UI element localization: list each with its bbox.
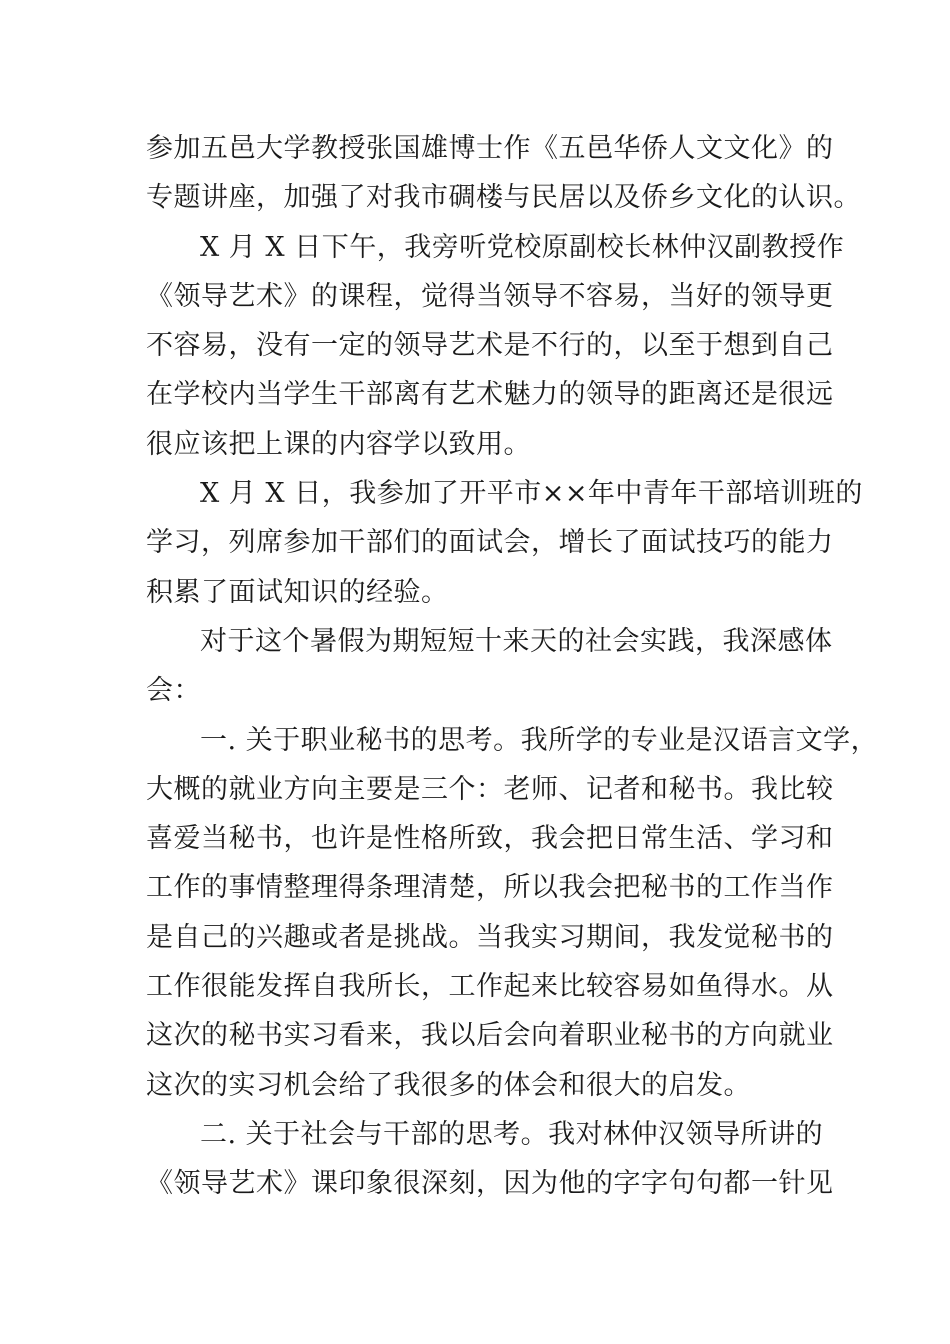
text-line: 大概的就业方向主要是三个：老师、记者和秘书。我比较 [146,773,834,805]
text-line: 这次的秘书实习看来，我以后会向着职业秘书的方向就业 [146,1020,834,1052]
text-line: 是自己的兴趣或者是挑战。当我实习期间，我发觉秘书的 [146,921,834,953]
text-line: 很应该把上课的内容学以致用。 [146,428,531,460]
text-line: 在学校内当学生干部离有艺术魅力的领导的距离还是很远 [146,379,834,411]
text-line: 专题讲座，加强了对我市碉楼与民居以及侨乡文化的认识。 [146,182,861,214]
text-line: 积累了面试知识的经验。 [146,576,449,608]
text-line: 工作很能发挥自我所长，工作起来比较容易如鱼得水。从 [146,971,834,1003]
text-line: 工作的事情整理得条理清楚，所以我会把秘书的工作当作 [146,872,834,904]
text-line: 喜爱当秘书，也许是性格所致，我会把日常生活、学习和 [146,823,834,855]
text-line: 一. 关于职业秘书的思考。我所学的专业是汉语言文学， [200,724,879,756]
text-line: 《领导艺术》课印象很深刻，因为他的字字句句都一针见 [146,1168,834,1200]
text-line: 这次的实习机会给了我很多的体会和很大的启发。 [146,1069,751,1101]
text-line: 会： [146,675,201,707]
text-line: 学习，列席参加干部们的面试会，增长了面试技巧的能力 [146,527,834,559]
text-line: 参加五邑大学教授张国雄博士作《五邑华侨人文文化》的 [146,133,834,164]
text-line: X 月 X 日，我参加了开平市××年中青年干部培训班的 [200,478,863,510]
document-body [146,124,879,1209]
text-line: 不容易，没有一定的领导艺术是不行的，以至于想到自己 [146,330,834,362]
text-line: X 月 X 日下午，我旁听党校原副校长林仲汉副教授作 [200,231,845,263]
text-line: 《领导艺术》的课程，觉得当领导不容易，当好的领导更 [146,280,834,312]
text-line: 二. 关于社会与干部的思考。我对林仲汉领导所讲的 [200,1118,824,1150]
text-line: 对于这个暑假为期短短十来天的社会实践，我深感体 [200,625,833,657]
